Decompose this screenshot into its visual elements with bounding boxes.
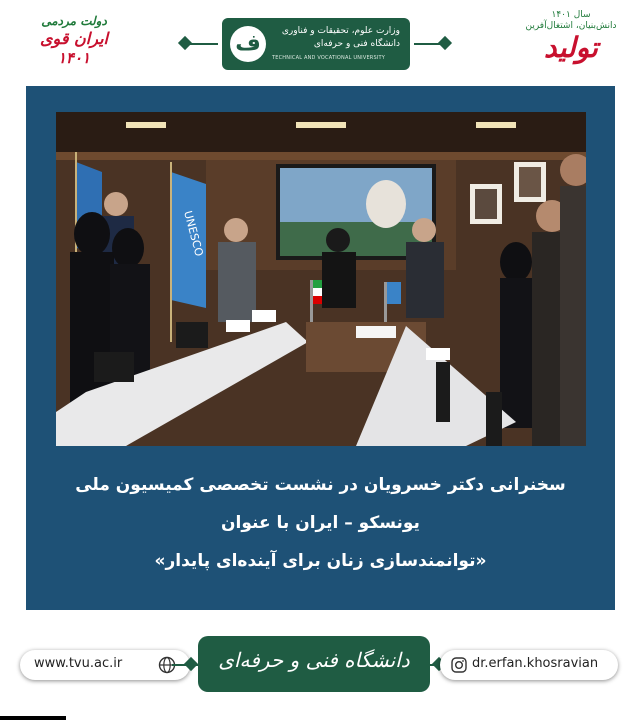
news-headline bbox=[38, 466, 603, 580]
headline-line3: «توانمندسازی زنان برای آینده‌ای پایدار» bbox=[154, 551, 487, 571]
slogan-right-line2: دانش‌بنیان، اشتغال‌آفرین bbox=[525, 21, 617, 31]
slogan-logo-right bbox=[516, 10, 626, 76]
bottom-edge-bar bbox=[0, 716, 66, 720]
footer-logo-text: دانشگاه فنی و حرفه‌ای bbox=[218, 648, 410, 672]
slogan-right-line1: سال ۱۴۰۱ bbox=[551, 10, 591, 20]
slogan-logo-left bbox=[14, 14, 134, 74]
unesco-flag-text: UNESCO bbox=[181, 209, 206, 258]
university-emblem-icon: ف bbox=[230, 26, 266, 62]
university-name-fa: دانشگاه فنی و حرفه‌ای bbox=[313, 39, 400, 49]
footer bbox=[0, 620, 630, 720]
slogan-left-line3: ۱۴۰۱ bbox=[57, 49, 91, 67]
slogan-right-line3: تولید bbox=[544, 31, 598, 64]
instagram-pill[interactable] bbox=[440, 650, 618, 680]
instagram-handle[interactable]: dr.erfan.khosravian bbox=[472, 656, 599, 671]
website-pill[interactable] bbox=[20, 650, 190, 680]
headline-line1: سخنرانی دکتر خسرویان در نشست تخصصی کمیسیون ملی bbox=[75, 475, 566, 495]
slogan-left-line1: دولت مردمی bbox=[41, 14, 107, 28]
ministry-name: وزارت علوم، تحقیقات و فناوری bbox=[281, 26, 400, 36]
headline-line2: یونسکو – ایران با عنوان bbox=[221, 513, 420, 533]
university-logo[interactable] bbox=[222, 18, 410, 70]
news-card bbox=[26, 86, 615, 610]
footer-university-logo[interactable] bbox=[198, 636, 430, 692]
meeting-photo-illustration bbox=[56, 112, 586, 446]
header-divider-left bbox=[188, 43, 218, 45]
meeting-photo bbox=[56, 112, 586, 446]
diamond-ornament bbox=[438, 36, 452, 50]
header bbox=[0, 0, 630, 86]
diamond-ornament bbox=[178, 36, 192, 50]
website-url[interactable]: www.tvu.ac.ir bbox=[34, 656, 123, 671]
instagram-icon bbox=[450, 656, 468, 674]
university-name-en: TECHNICAL AND VOCATIONAL UNIVERSITY bbox=[272, 55, 386, 61]
slogan-left-line2: ایران قوی bbox=[40, 29, 108, 48]
